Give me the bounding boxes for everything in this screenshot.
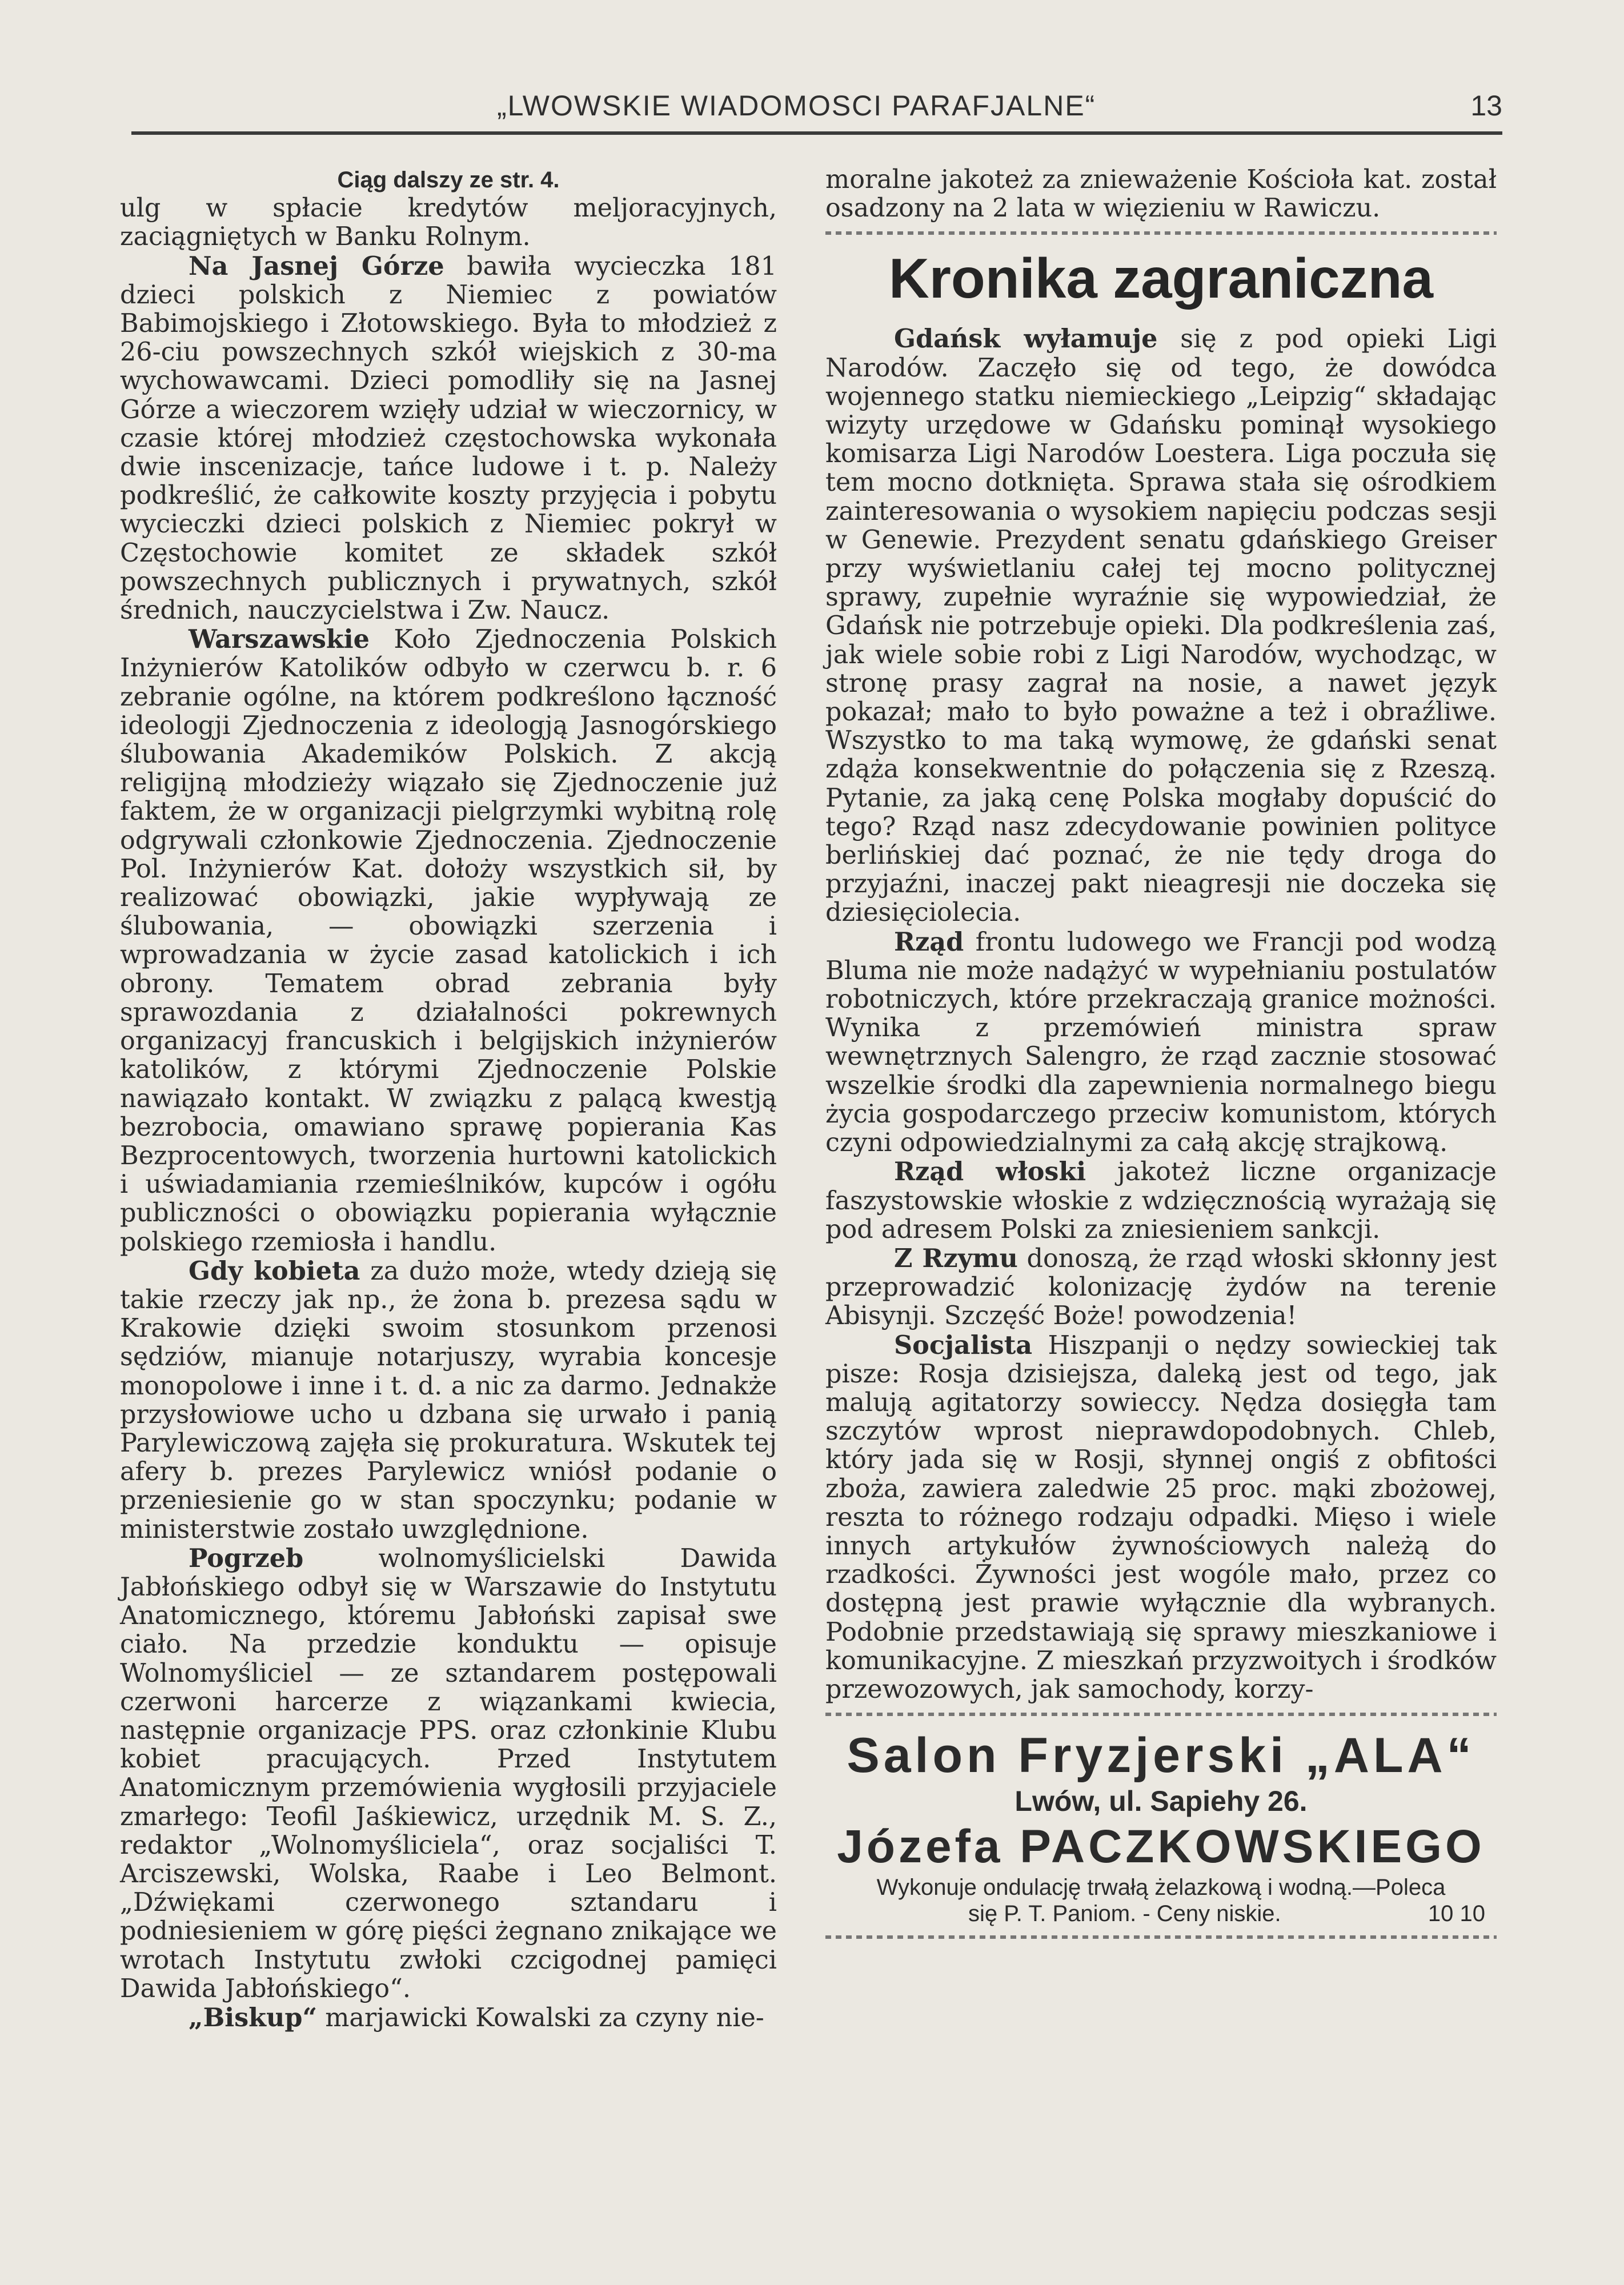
ad-line2-text: się P. T. Paniom. - Ceny niskie. bbox=[968, 1901, 1281, 1927]
paragraph-z-rzymu bbox=[825, 1244, 1497, 1331]
paragraph-text: Hiszpanji o nędzy sowieckiej tak pisze: Rosja dzisiejsza, daleką jest od tego, jak malują agitatorzy sowieccy. Nędza dosięgła tam szczytów wprost nieprawdopodobnych. Chleb, który jada się w Rosji, słynnej ongiś z obfitości zboża, zawiera zaledwie 25 proc. mąki zbożowej, reszta to różnego rodzaju odpadki. Mięso i wiele innych artykułów żywnościowych należą do rzadkości. Żywności jest wogóle mało, przez co dostępną jest prawie wyłącznie dla wybranych. Podobnie przedstawiają się sprawy mieszkaniowe i komunikacyjne. Z mieszkań przyzwoitych i środków przewozowych, jak samochody, korzy- bbox=[825, 1330, 1497, 1704]
paragraph: moralne jakoteż za znieważenie Kościoła kat. został osadzony na 2 lata w więzieniu w Rawiczu. bbox=[825, 165, 1497, 223]
paragraph-lead: Warszawskie bbox=[189, 624, 370, 655]
paragraph-lead: Rząd bbox=[894, 927, 964, 957]
paragraph-warszawskie bbox=[120, 625, 777, 1256]
paragraph-biskup bbox=[120, 2003, 777, 2033]
ad-description: Wykonuje ondulację trwałą żelazkową i wodną.—Poleca bbox=[876, 1875, 1446, 1901]
paragraph-text: donoszą, że rząd włoski skłonny jest przeprowadzić kolonizację żydów na terenie Abisynji. Szczęść Boże! powodzenia! bbox=[825, 1244, 1497, 1331]
paragraph-text: marjawicki Kowalski za czyny nie- bbox=[317, 2003, 764, 2033]
ad-owner: Józefa PACZKOWSKIEGO bbox=[837, 1821, 1485, 1873]
paragraph-text: frontu ludowego we Francji pod wodzą Bluma nie może nadążyć w wypełnianiu postulatów robotniczych, które przekraczają granice możności. Wynika z przemówień ministra spraw wewnętrznych Salengro, że rząd zacznie stosować wszelkie środki dla zapewnienia normalnego biegu życia gospodarczego przeciw komunistom, których czyni odpowiedzialnymi za całą akcję strajkową. bbox=[825, 927, 1497, 1158]
left-column bbox=[120, 166, 777, 2033]
paragraph-text: bawiła wycieczka 181 dzieci polskich z Niemiec z powiatów Babimojskiego i Złotowskiego. Była to młodzież z 26-ciu powszechnych szkół wiejskich z 30-ma wychowawcami. Dzieci pomodliły się na Jasnej Górze a wieczorem wzięły udział w wieczornicy, w czasie której młodzież częstochowska wykonała dwie inscenizacje, tańce ludowe i t. p. Należy podkreślić, że całkowite koszty przyjęcia i pobytu wycieczki dzieci polskich z Niemiec pokrył w Częstochowie komitet ze składek szkół powszechnych publicznych i prywatnych, szkół średnich, nauczycielstwa i Zw. Naucz. bbox=[120, 251, 777, 626]
paragraph-pogrzeb bbox=[120, 1544, 777, 2003]
ornamental-divider bbox=[825, 1709, 1497, 1720]
paragraph-lead: Pogrzeb bbox=[189, 1543, 304, 1573]
paragraph-lead: Socjalista bbox=[894, 1330, 1033, 1360]
paragraph-lead: Na Jasnej Górze bbox=[189, 251, 444, 281]
paragraph-text: za dużo może, wtedy dzieją się takie rzeczy jak np., że żona b. prezesa sądu w Krakowie dzięki swoim stosunkom przenosi sędziów, mianuje notarjuszy, wyrabia koncesje monopolowe i inne i t. d. a nic za darmo. Jednakże przysłowiowe ucho u dzbana się urwało i panią Parylewiczową zajęła się prokuratura. Wskutek tej afery b. prezes Parylewicz wniósł podanie o przeniesienie go w stan spoczynku; podanie w ministerstwie zostało uwzględnione. bbox=[120, 1256, 777, 1544]
ad-address: Lwów, ul. Sapiehy 26. bbox=[1015, 1785, 1308, 1818]
paragraph-rzad-francja bbox=[825, 928, 1497, 1158]
paragraph-gdy-kobieta bbox=[120, 1257, 777, 1544]
paragraph-lead: Gdańsk wyłamuje bbox=[894, 324, 1158, 354]
running-header bbox=[131, 86, 1502, 135]
paragraph-text: wolnomyślicielski Dawida Jabłońskiego odbył się w Warszawie do Instytutu Anatomicznego, któremu Jabłoński zapisał swe ciało. Na przedzie konduktu — opisuje Wolnomyśliciel — ze sztandarem postępowali czerwoni harcerze z wiązankami kwiecia, następnie organizacje PPS. oraz członkinie Klubu kobiet pracujących. Przed Instytutem Anatomicznym przemówienia wygłosili przyjaciele zmarłego: Teofil Jaśkiewicz, urzędnik M. S. Z., redaktor „Wolnomyśliciela“, oraz socjaliści T. Arciszewski, Wolska, Raabe i Leo Belmont. „Dźwiękami czerwonego sztandaru i podniesieniem w górę pięści żegnano znikające we wrotach Instytutu zwłoki czcigodnej pamięci Dawida Jabłońskiego“. bbox=[120, 1544, 777, 2003]
right-column bbox=[825, 166, 1497, 1949]
section-title: Kronika zagraniczna bbox=[888, 247, 1434, 310]
paragraph: ulg w spłacie kredytów meljoracyjnych, zaciągniętych w Banku Rolnym. bbox=[120, 194, 777, 252]
paragraph-jasna-gora bbox=[120, 252, 777, 626]
paragraph-text: się z pod opieki Ligi Narodów. Zaczęło się od tego, że dowódca wojennego statku niemieckiego „Leipzig“ składając wizyty urzędowe w Gdańsku pominął wysokiego komisarza Ligi Narodów Loestera. Liga poczuła się tem mocno dotknięta. Sprawa stała się ośrodkiem zainteresowania o wysokiem napięciu podczas sesji w Genewie. Prezydent senatu gdańskiego Greiser przy wyświetlaniu całej tej mocno politycznej sprawy, zupełnie wyraźnie się wypowiedział, że Gdańsk nie potrzebuje opieki. Dla podkreślenia zaś, jak wiele sobie robi z Ligi Narodów, wychodząc, w stronę prasy zagrał na nosie, a nawet język pokazał; mało to było poważne a też i obraźliwe. Wszystko to ma taką wymowę, że gdański senat zdąża konsekwentnie do połączenia się z Rzeszą. Pytanie, za jaką cenę Polska mogłaby dopuścić do tego? Rząd nasz zdecydowanie powinien polityce berlińskiej dać poznać, że nie tędy droga do przyjaźni, inaczej pakt nieagresji nie doczeka się dziesięciolecia. bbox=[825, 324, 1497, 928]
paragraph-text: jakoteż liczne organizacje faszystowskie włoskie z wdzięcznością wyrażają się pod adresem Polski za zniesieniem sankcji. bbox=[825, 1157, 1497, 1244]
ornamental-divider bbox=[825, 227, 1497, 239]
ornamental-divider bbox=[825, 1931, 1497, 1943]
paragraph-lead: Z Rzymu bbox=[894, 1243, 1018, 1273]
paragraph-lead: „Biskup“ bbox=[189, 2003, 318, 2033]
paragraph-lead: Rząd włoski bbox=[894, 1157, 1086, 1187]
paragraph-text: Koło Zjednoczenia Polskich Inżynierów Katolików odbyło w czerwcu b. r. 6 zebranie ogólne, na którem podkreślono łączność ideologji Zjednoczenia z ideologją Jasnogórskiego ślubowania Akademików Polskich. Z akcją religijną młodzieży wiązało się Zjednoczenie już faktem, że w organizacji pielgrzymki wybitną rolę odgrywali członkowie Zjednoczenia. Zjednoczenie Pol. Inżynierów Kat. dołoży wszystkich sił, by realizować obowiązki, jakie wypływają ze ślubowania, — obowiązki szerzenia i wprowadzania w życie zasad katolickich i ich obrony. Tematem obrad zebrania były sprawozdania z działalności pokrewnych organizacyj francuskich i belgijskich inżynierów katolików, z którymi Zjednoczenie Polskie nawiązało kontakt. W związku z palącą kwestją bezrobocia, omawiano sprawę popierania Kas Bezprocentowych, tworzenia hurtowni katolickich i uświadamiania rzemieślników, kupców i ogółu publiczności o obowiązku popierania wyłącznie polskiego rzemiosła i handlu. bbox=[120, 625, 777, 1257]
ad-title: Salon Fryzjerski „ALA“ bbox=[847, 1728, 1475, 1783]
advertisement bbox=[825, 1728, 1497, 1927]
periodical-title: „LWOWSKIE WIADOMOSCI PARAFJALNE“ bbox=[497, 90, 1096, 122]
continuation-note: Ciąg dalszy ze str. 4. bbox=[337, 167, 560, 193]
paragraph-socjalista bbox=[825, 1331, 1497, 1705]
ad-code: 10 10 bbox=[1427, 1901, 1485, 1927]
ad-line2 bbox=[825, 1901, 1497, 1927]
paragraph-rzad-wloski bbox=[825, 1157, 1497, 1244]
paragraph-gdansk bbox=[825, 324, 1497, 927]
page-number: 13 bbox=[1470, 90, 1502, 122]
paragraph-lead: Gdy kobieta bbox=[189, 1256, 360, 1286]
